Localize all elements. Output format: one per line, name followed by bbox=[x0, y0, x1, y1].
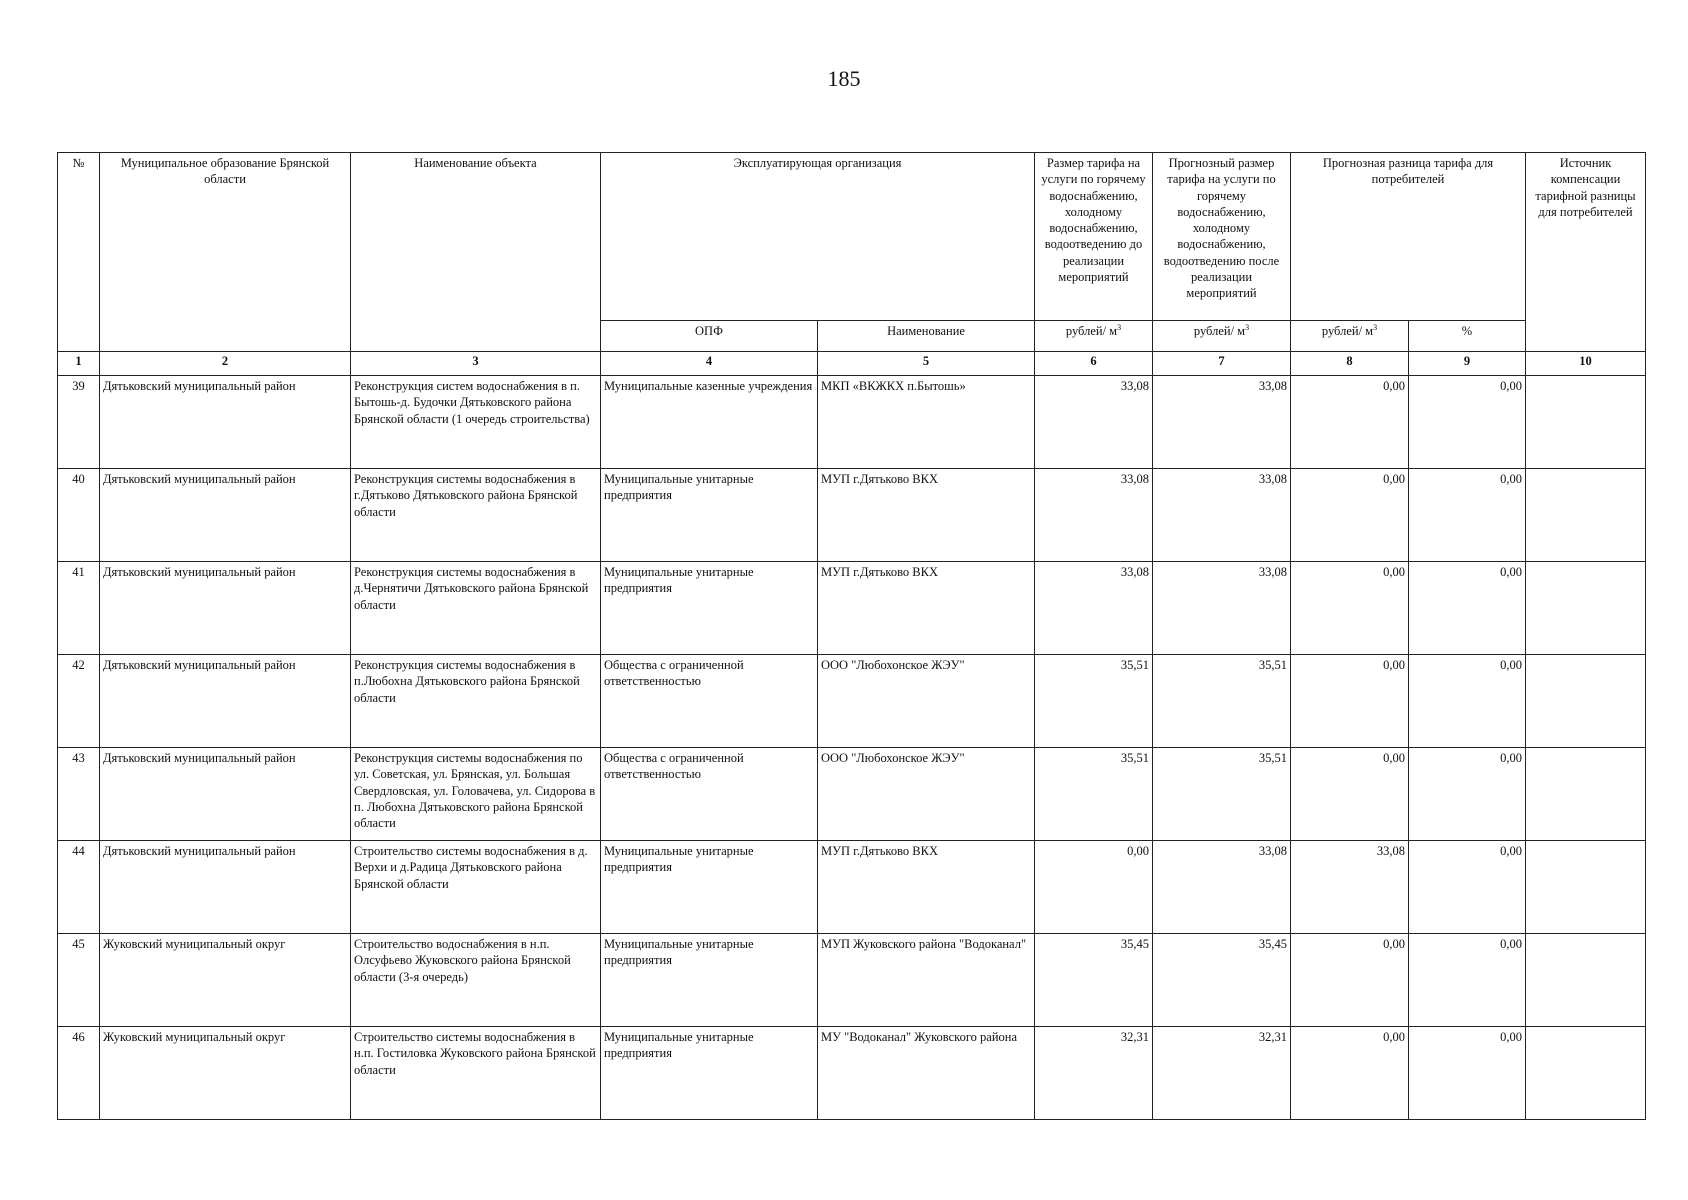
diff-rub-cell: 0,00 bbox=[1291, 1027, 1409, 1120]
header-diff: Прогнозная разница тарифа для потребителей bbox=[1291, 153, 1526, 321]
opf-cell: Муниципальные унитарные предприятия bbox=[601, 841, 818, 934]
table-row bbox=[58, 655, 1646, 748]
source-cell bbox=[1526, 376, 1646, 469]
opf-cell: Муниципальные унитарные предприятия bbox=[601, 1027, 818, 1120]
municipality-cell: Дятьковский муниципальный район bbox=[100, 841, 351, 934]
diff-rub-cell: 0,00 bbox=[1291, 469, 1409, 562]
diff-percent-cell: 0,00 bbox=[1409, 376, 1526, 469]
table-row bbox=[58, 1027, 1646, 1120]
table-row bbox=[58, 841, 1646, 934]
diff-percent-cell: 0,00 bbox=[1409, 655, 1526, 748]
operator-name-cell: МУП г.Дятьково ВКХ bbox=[818, 562, 1035, 655]
tariff-after-cell: 35,51 bbox=[1153, 748, 1291, 841]
column-number: 1 bbox=[58, 352, 100, 376]
tariff-table bbox=[57, 152, 1646, 1120]
unit-diff: рублей/ $м^3$ bbox=[1291, 321, 1409, 352]
object-cell: Реконструкция системы водоснабжения в г.Дятьково Дятьковского района Брянской области bbox=[351, 469, 601, 562]
source-cell bbox=[1526, 562, 1646, 655]
operator-name-cell: ООО "Любохонское ЖЭУ" bbox=[818, 748, 1035, 841]
municipality-cell: Дятьковский муниципальный район bbox=[100, 655, 351, 748]
object-cell: Строительство водоснабжения в н.п. Олсуфьево Жуковского района Брянской области (3-я очередь) bbox=[351, 934, 601, 1027]
diff-percent-cell: 0,00 bbox=[1409, 1027, 1526, 1120]
column-number: 5 bbox=[818, 352, 1035, 376]
tariff-before-cell: 35,51 bbox=[1035, 748, 1153, 841]
diff-rub-cell: 33,08 bbox=[1291, 841, 1409, 934]
source-cell bbox=[1526, 655, 1646, 748]
municipality-cell: Дятьковский муниципальный район bbox=[100, 748, 351, 841]
opf-cell: Муниципальные казенные учреждения bbox=[601, 376, 818, 469]
row-number: 44 bbox=[58, 841, 100, 934]
tariff-after-cell: 33,08 bbox=[1153, 376, 1291, 469]
opf-cell: Общества с ограниченной ответственностью bbox=[601, 655, 818, 748]
operator-name-cell: ООО "Любохонское ЖЭУ" bbox=[818, 655, 1035, 748]
header-num: № bbox=[58, 153, 100, 352]
object-cell: Строительство системы водоснабжения в н.п. Гостиловка Жуковского района Брянской области bbox=[351, 1027, 601, 1120]
tariff-after-cell: 33,08 bbox=[1153, 469, 1291, 562]
table-row bbox=[58, 748, 1646, 841]
header-tariff-before: Размер тарифа на услуги по горячему водоснабжению, холодному водоснабжению, водоотведению до реализации мероприятий bbox=[1035, 153, 1153, 321]
column-number: 10 bbox=[1526, 352, 1646, 376]
opf-cell: Муниципальные унитарные предприятия bbox=[601, 469, 818, 562]
row-number: 41 bbox=[58, 562, 100, 655]
diff-rub-cell: 0,00 bbox=[1291, 748, 1409, 841]
column-number: 6 bbox=[1035, 352, 1153, 376]
row-number: 45 bbox=[58, 934, 100, 1027]
tariff-after-cell: 35,45 bbox=[1153, 934, 1291, 1027]
operator-name-cell: МКП «ВКЖКХ п.Бытошь» bbox=[818, 376, 1035, 469]
tariff-before-cell: 33,08 bbox=[1035, 469, 1153, 562]
municipality-cell: Жуковский муниципальный округ bbox=[100, 1027, 351, 1120]
tariff-before-cell: 33,08 bbox=[1035, 562, 1153, 655]
diff-percent-cell: 0,00 bbox=[1409, 748, 1526, 841]
tariff-after-cell: 33,08 bbox=[1153, 562, 1291, 655]
operator-name-cell: МУП Жуковского района "Водоканал" bbox=[818, 934, 1035, 1027]
diff-rub-cell: 0,00 bbox=[1291, 562, 1409, 655]
column-number: 9 bbox=[1409, 352, 1526, 376]
object-cell: Реконструкция системы водоснабжения в д.Чернятичи Дятьковского района Брянской области bbox=[351, 562, 601, 655]
header-tariff-after: Прогнозный размер тарифа на услуги по горячему водоснабжению, холодному водоснабжению, водоотведению после реализации мероприятий bbox=[1153, 153, 1291, 321]
opf-cell: Муниципальные унитарные предприятия bbox=[601, 562, 818, 655]
header-opf: ОПФ bbox=[601, 321, 818, 352]
column-numbers-row bbox=[58, 352, 1646, 376]
tariff-after-cell: 35,51 bbox=[1153, 655, 1291, 748]
column-number: 2 bbox=[100, 352, 351, 376]
column-number: 7 bbox=[1153, 352, 1291, 376]
unit-after: рублей/ $м^3$ bbox=[1153, 321, 1291, 352]
object-cell: Реконструкция системы водоснабжения по ул. Советская, ул. Брянская, ул. Большая Свердловская, ул. Головачева, ул. Сидорова в п. Любохна Дятьковского района Брянской области bbox=[351, 748, 601, 841]
opf-cell: Общества с ограниченной ответственностью bbox=[601, 748, 818, 841]
source-cell bbox=[1526, 748, 1646, 841]
diff-percent-cell: 0,00 bbox=[1409, 934, 1526, 1027]
unit-before: рублей/ $м^3$ bbox=[1035, 321, 1153, 352]
object-cell: Реконструкция систем водоснабжения в п. Бытошь-д. Будочки Дятьковского района Брянской области (1 очередь строительства) bbox=[351, 376, 601, 469]
header-operator: Эксплуатирующая организация bbox=[601, 153, 1035, 321]
diff-rub-cell: 0,00 bbox=[1291, 934, 1409, 1027]
diff-rub-cell: 0,00 bbox=[1291, 376, 1409, 469]
column-number: 3 bbox=[351, 352, 601, 376]
row-number: 42 bbox=[58, 655, 100, 748]
table-row bbox=[58, 562, 1646, 655]
operator-name-cell: МУП г.Дятьково ВКХ bbox=[818, 469, 1035, 562]
municipality-cell: Дятьковский муниципальный район bbox=[100, 376, 351, 469]
municipality-cell: Дятьковский муниципальный район bbox=[100, 469, 351, 562]
header-percent: % bbox=[1409, 321, 1526, 352]
source-cell bbox=[1526, 469, 1646, 562]
column-number: 8 bbox=[1291, 352, 1409, 376]
tariff-before-cell: 33,08 bbox=[1035, 376, 1153, 469]
source-cell bbox=[1526, 841, 1646, 934]
municipality-cell: Дятьковский муниципальный район bbox=[100, 562, 351, 655]
opf-cell: Муниципальные унитарные предприятия bbox=[601, 934, 818, 1027]
operator-name-cell: МУП г.Дятьково ВКХ bbox=[818, 841, 1035, 934]
municipality-cell: Жуковский муниципальный округ bbox=[100, 934, 351, 1027]
header-source: Источник компенсации тарифной разницы для потребителей bbox=[1526, 153, 1646, 352]
object-cell: Реконструкция системы водоснабжения в п.Любохна Дятьковского района Брянской области bbox=[351, 655, 601, 748]
diff-rub-cell: 0,00 bbox=[1291, 655, 1409, 748]
header-object: Наименование объекта bbox=[351, 153, 601, 352]
tariff-before-cell: 32,31 bbox=[1035, 1027, 1153, 1120]
diff-percent-cell: 0,00 bbox=[1409, 841, 1526, 934]
diff-percent-cell: 0,00 bbox=[1409, 469, 1526, 562]
row-number: 39 bbox=[58, 376, 100, 469]
diff-percent-cell: 0,00 bbox=[1409, 562, 1526, 655]
table-row bbox=[58, 376, 1646, 469]
column-number: 4 bbox=[601, 352, 818, 376]
page-number: 185 bbox=[827, 66, 861, 91]
source-cell bbox=[1526, 934, 1646, 1027]
row-number: 46 bbox=[58, 1027, 100, 1120]
tariff-after-cell: 32,31 bbox=[1153, 1027, 1291, 1120]
table-row bbox=[58, 469, 1646, 562]
tariff-before-cell: 0,00 bbox=[1035, 841, 1153, 934]
header-row bbox=[58, 153, 1646, 321]
tariff-before-cell: 35,51 bbox=[1035, 655, 1153, 748]
operator-name-cell: МУ "Водоканал" Жуковского района bbox=[818, 1027, 1035, 1120]
object-cell: Строительство системы водоснабжения в д. Верхи и д.Радица Дятьковского района Брянской области bbox=[351, 841, 601, 934]
tariff-after-cell: 33,08 bbox=[1153, 841, 1291, 934]
row-number: 43 bbox=[58, 748, 100, 841]
source-cell bbox=[1526, 1027, 1646, 1120]
table-row bbox=[58, 934, 1646, 1027]
header-municipality: Муниципальное образование Брянской области bbox=[100, 153, 351, 352]
header-operator-name: Наименование bbox=[818, 321, 1035, 352]
row-number: 40 bbox=[58, 469, 100, 562]
tariff-before-cell: 35,45 bbox=[1035, 934, 1153, 1027]
